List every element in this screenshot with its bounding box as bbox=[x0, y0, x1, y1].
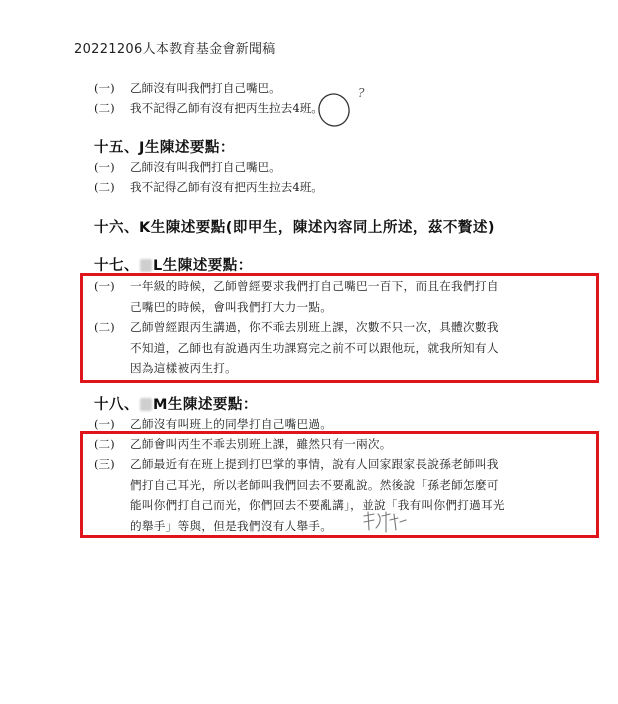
list-item bbox=[94, 98, 323, 118]
highlight-box bbox=[80, 431, 599, 538]
item-number: (一) bbox=[94, 160, 115, 174]
section-15-title: 十五、J生陳述要點： bbox=[94, 140, 235, 156]
list-item bbox=[94, 157, 281, 177]
item-line: 不知道，乙師也有說過丙生功課寫完之前不可以跟他玩，就我所知有人 bbox=[130, 340, 499, 355]
item-line: 乙師會叫丙生不乖去別班上課，雖然只有一兩次。 bbox=[130, 437, 392, 451]
item-number: (三) bbox=[94, 457, 115, 471]
item-line: 的舉手」等與，但是我們沒有人舉手。 bbox=[130, 518, 333, 533]
section-18-title-suffix: M生陳述要點： bbox=[153, 397, 258, 413]
item-text: 我不記得乙師有沒有把丙生拉去4班。 bbox=[130, 180, 323, 194]
list-item bbox=[94, 177, 323, 197]
section-17-title-suffix: L生陳述要點： bbox=[153, 258, 253, 274]
item-line: 能叫你們打自己而光，你們回去不要亂講」，並說「我有叫你們打過耳光 bbox=[130, 498, 505, 512]
section-17-title bbox=[94, 254, 253, 275]
item-line: 己嘴巴的時候，會叫我們打大力一點。 bbox=[130, 299, 333, 314]
list-item bbox=[94, 78, 281, 98]
section-17-title-prefix: 十七、 bbox=[94, 258, 139, 274]
redaction-mark bbox=[140, 398, 152, 411]
item-number: (二) bbox=[94, 320, 115, 334]
item-line: 乙師最近有在班上提到打巴掌的事情，說有人回家跟家長說孫老師叫我 bbox=[130, 457, 499, 471]
highlight-box bbox=[80, 273, 599, 383]
section-18-title-prefix: 十八、 bbox=[94, 397, 139, 413]
item-line: 乙師曾經跟丙生講過，你不乖去別班上課，次數不只一次，具體次數我 bbox=[130, 320, 499, 334]
item-number: (一) bbox=[94, 417, 115, 431]
section-18-title bbox=[94, 393, 258, 414]
item-line: 因為這樣被丙生打。 bbox=[130, 361, 238, 375]
item-text: 我不記得乙師有沒有把丙生拉去4班。 bbox=[130, 101, 323, 115]
item-text: 乙師沒有叫我們打自己嘴巴。 bbox=[130, 81, 281, 95]
item-number: (二) bbox=[94, 101, 115, 115]
item-text: 乙師沒有叫我們打自己嘴巴。 bbox=[130, 160, 281, 174]
item-line: 乙師沒有叫班上的同學打自己嘴巴過。 bbox=[130, 417, 333, 431]
item-line: 們打自己耳光，所以老師叫我們回去不要亂說。然後說「孫老師怎麼可 bbox=[130, 477, 499, 492]
item-number: (二) bbox=[94, 180, 115, 194]
redaction-mark bbox=[140, 259, 152, 272]
item-line: 一年級的時候，乙師曾經要求我們打自己嘴巴一百下，而且在我們打自 bbox=[130, 279, 499, 293]
item-number: (一) bbox=[94, 81, 115, 95]
item-number: (一) bbox=[94, 279, 115, 293]
item-number: (二) bbox=[94, 437, 115, 451]
section-16-title: 十六、K生陳述要點(即甲生，陳述內容同上所述，茲不贅述) bbox=[94, 220, 495, 236]
document-header: 20221206人本教育基金會新聞稿 bbox=[74, 42, 276, 57]
handwritten-signature bbox=[360, 508, 410, 536]
handwritten-question-mark: ? bbox=[358, 86, 365, 100]
